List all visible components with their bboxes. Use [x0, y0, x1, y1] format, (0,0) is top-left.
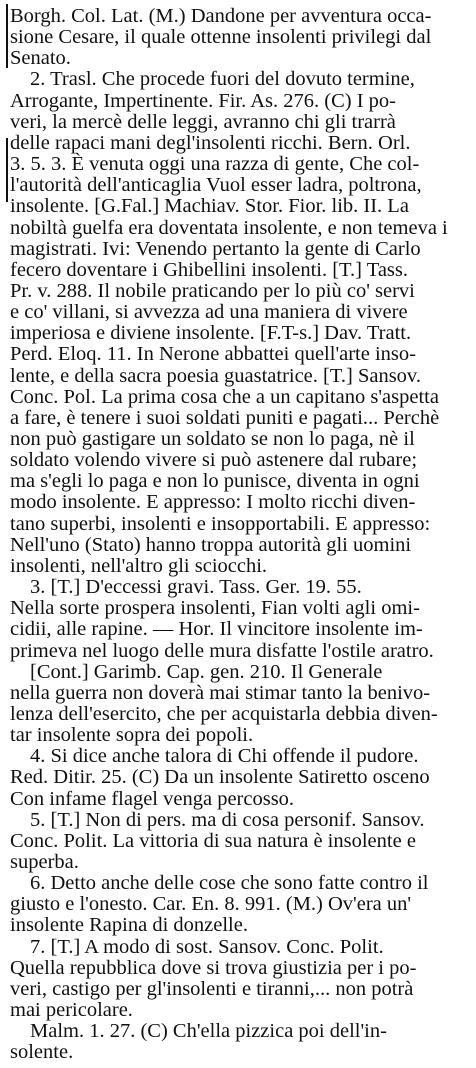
text-line: Nella sorte prospera insolenti, Fian volti agli omi-	[10, 597, 420, 620]
text-line: Pr. v. 288. Il nobile praticando per lo più co' servi	[10, 279, 415, 302]
margin-rule	[6, 138, 8, 202]
margin-rule	[6, 4, 8, 68]
text-line: non può gastigare un soldato se non lo paga, nè il	[10, 428, 415, 450]
text-line: Red. Ditir. 25. (C) Da un insolente Satiretto osceno	[10, 766, 430, 789]
text-line: 2. Trasl. Che procede fuori del dovuto termine,	[30, 68, 415, 91]
text-line: Senato.	[10, 47, 71, 70]
text-line: delle rapaci mani degl'insolenti ricchi. Bern. Orl.	[10, 131, 411, 154]
text-line: Quella repubblica dove si trova giustizia per i po-	[10, 956, 417, 979]
text-line: veri, castigo per gl'insolenti e tiranni,... non potrà	[10, 977, 414, 1000]
text-line: tar insolente sopra dei popoli.	[10, 724, 254, 747]
text-line: Borgh. Col. Lat. (M.) Dandone per avventura occa-	[10, 5, 432, 27]
text-line: superba.	[10, 851, 79, 873]
text-line: Con infame flagel venga percosso.	[10, 787, 295, 810]
text-line: Nell'uno (Stato) hanno troppa autorità gli uomini	[10, 533, 412, 556]
text-line: sione Cesare, il quale ottenne insolenti privilegi dal	[10, 26, 432, 49]
text-line: [Cont.] Garimb. Cap. gen. 210. Il Generale	[30, 660, 383, 683]
text-line: 7. [T.] A modo di sost. Sansov. Conc. Polit.	[30, 935, 384, 958]
text-line: e co' villani, si avvezza ad una maniera di vivere	[10, 301, 408, 324]
text-line: 6. Detto anche delle cose che sono fatte contro il	[30, 872, 429, 895]
text-line: mai pericolare.	[10, 999, 133, 1022]
text-line: primeva nel luogo delle mura disfatte l'ostile aratro.	[10, 639, 434, 662]
text-line: veri, la mercè delle leggi, avranno chi gli trarrà	[10, 110, 396, 133]
text-line: a fare, è tenere i suoi soldati puniti e pagati... Perchè	[10, 406, 440, 429]
text-line: Conc. Pol. La prima cosa che a un capitano s'aspetta	[10, 385, 439, 408]
text-line: soldato volendo vivere si può astenere dal rubare;	[10, 449, 418, 472]
text-line: nella guerra non doverà mai stimar tanto la benivo-	[10, 681, 431, 704]
text-line: modo insolente. E appresso: I molto ricchi diven-	[10, 491, 416, 514]
text-line: nobiltà guelfa era doventata insolente, e non temeva i	[10, 216, 448, 239]
text-line: insolenti, nell'altro gli sciocchi.	[10, 554, 268, 577]
text-line: magistrati. Ivi: Venendo pertanto la gente di Carlo	[10, 237, 421, 260]
text-line: cidii, alle rapine. — Hor. Il vincitore insolente im-	[10, 618, 423, 641]
text-line: insolente. [G.Fal.] Machiav. Stor. Fior. lib. II. La	[10, 195, 409, 218]
text-line: solente.	[10, 1041, 74, 1064]
text-line: Conc. Polit. La vittoria di sua natura è insolente e	[10, 829, 416, 852]
text-line: 5. [T.] Non di pers. ma di cosa personif. Sansov.	[30, 808, 425, 831]
text-line: insolente Rapina di donzelle.	[10, 914, 248, 937]
text-line: giusto e l'onesto. Car. En. 8. 991. (M.) Ov'era un'	[10, 893, 412, 916]
text-line: l'autorità dell'anticaglia Vuol esser ladra, poltrona,	[10, 174, 422, 197]
text-line: Arrogante, Impertinente. Fir. As. 276. (C) I po-	[10, 89, 397, 112]
text-line: 4. Si dice anche talora di Chi offende il pudore.	[30, 745, 419, 768]
text-line: lente, e della sacra poesia guastatrice. [T.] Sansov.	[10, 364, 421, 387]
text-line: Malm. 1. 27. (C) Ch'ella pizzica poi dell'in-	[30, 1020, 387, 1043]
text-line: imperiosa e diviene insolente. [F.T-s.] Dav. Tratt.	[10, 322, 412, 345]
text-line: ma s'egli lo paga e non lo punisce, diventa in ogni	[10, 470, 420, 493]
text-line: lenza dell'esercito, che per acquistarla debbia diven-	[10, 702, 438, 725]
text-line: fecero doventare i Ghibellini insolenti. [T.] Tass.	[10, 258, 409, 281]
text-line: 3. 5. 3. È venuta oggi una razza di gente, Che col-	[10, 153, 420, 176]
text-line: Perd. Eloq. 11. In Nerone abbattei quell'arte inso-	[10, 343, 416, 366]
text-line: 3. [T.] D'eccessi gravi. Tass. Ger. 19. 55.	[30, 576, 362, 599]
text-line: tano superbi, insolenti e insopportabili. E appresso:	[10, 512, 431, 535]
